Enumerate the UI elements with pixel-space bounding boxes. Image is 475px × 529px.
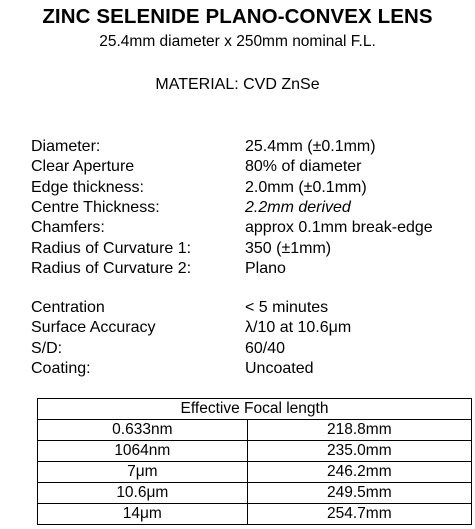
table-row	[38, 420, 472, 441]
table-row	[38, 462, 472, 483]
spec-row-radius-1	[31, 238, 471, 258]
spec-label: Clear Aperture	[31, 158, 135, 176]
spec-label: Chamfers:	[31, 219, 105, 237]
spec-label: Surface Accuracy	[31, 319, 156, 337]
spec-row-coating	[31, 359, 471, 379]
table-row	[38, 441, 472, 462]
table-header: Effective Focal length	[38, 399, 472, 420]
material-line: MATERIAL: CVD ZnSe	[155, 76, 320, 93]
spec-value: 350 (±1mm)	[245, 239, 332, 257]
spec-value: 60/40	[245, 339, 286, 357]
focal-length-cell: 218.8mm	[247, 420, 471, 441]
spec-label: S/D:	[31, 339, 63, 357]
spec-label: Coating:	[31, 360, 91, 378]
wavelength-cell: 0.633nm	[38, 420, 248, 441]
wavelength-cell: 14μm	[38, 504, 248, 525]
wavelength-cell: 7μm	[38, 462, 248, 483]
spec-row-centre-thickness	[31, 198, 471, 218]
spec-value: 25.4mm (±0.1mm)	[245, 138, 376, 156]
spec-row-scratch-dig	[31, 339, 471, 359]
spec-list-quality	[31, 298, 471, 379]
spec-list-dimensions	[31, 137, 471, 279]
spec-label: Radius of Curvature 2:	[31, 259, 192, 277]
focal-length-cell: 235.0mm	[247, 441, 471, 462]
spec-value: 2.2mm derived	[245, 199, 351, 217]
spec-label: Diameter:	[31, 138, 101, 156]
wavelength-cell: 1064nm	[38, 441, 248, 462]
page-title: ZINC SELENIDE PLANO-CONVEX LENS	[42, 5, 433, 28]
table-row	[38, 483, 472, 504]
focal-length-cell: 254.7mm	[247, 504, 471, 525]
spec-row-surface-accuracy	[31, 318, 471, 338]
spec-value: 80% of diameter	[245, 158, 362, 176]
spec-row-clear-aperture	[31, 157, 471, 177]
spec-label: Centre Thickness:	[31, 199, 160, 217]
page-subtitle: 25.4mm diameter x 250mm nominal F.L.	[99, 33, 376, 50]
table-header-row	[38, 399, 472, 420]
spec-row-edge-thickness	[31, 178, 471, 198]
spec-label: Edge thickness:	[31, 178, 144, 196]
spec-label: Radius of Curvature 1:	[31, 239, 192, 257]
focal-length-table	[37, 398, 472, 525]
spec-row-radius-2	[31, 259, 471, 279]
spec-row-chamfers	[31, 218, 471, 238]
focal-length-cell: 246.2mm	[247, 462, 471, 483]
spec-value: 2.0mm (±0.1mm)	[245, 178, 367, 196]
spec-value: λ/10 at 10.6μm	[245, 319, 352, 337]
spec-value: < 5 minutes	[245, 299, 329, 317]
wavelength-cell: 10.6μm	[38, 483, 248, 504]
spec-value: Plano	[245, 259, 286, 277]
spec-row-centration	[31, 298, 471, 318]
spec-value: approx 0.1mm break-edge	[245, 219, 433, 237]
spec-value: Uncoated	[245, 360, 314, 378]
focal-length-cell: 249.5mm	[247, 483, 471, 504]
spec-label: Centration	[31, 299, 105, 317]
spec-row-diameter	[31, 137, 471, 157]
table-row	[38, 504, 472, 525]
